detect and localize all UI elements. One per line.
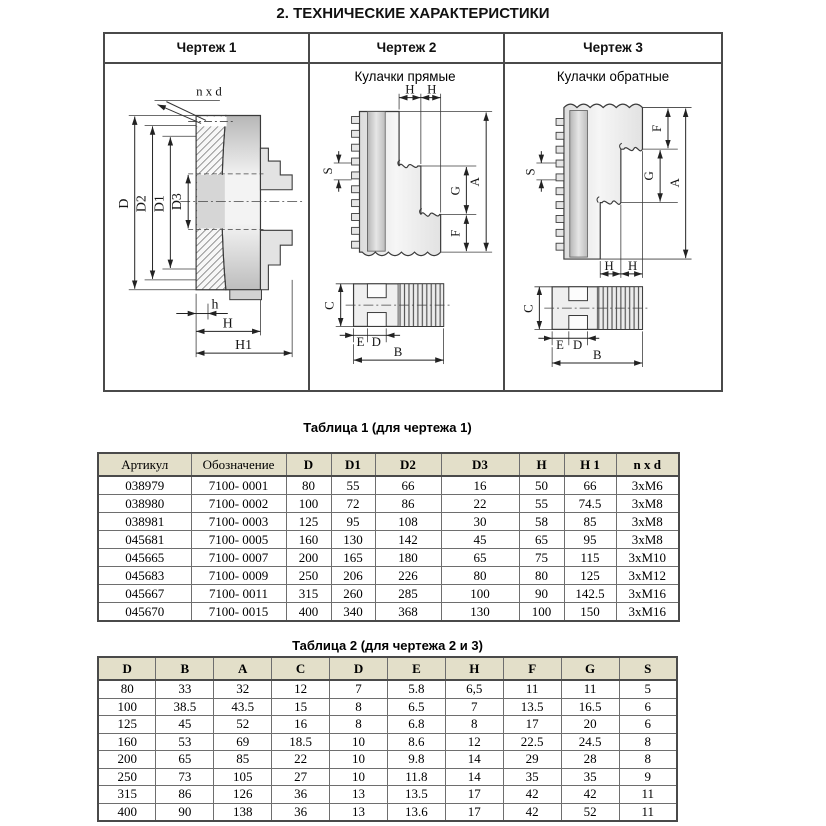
table-row xyxy=(98,698,677,716)
table-cell: 250 xyxy=(98,768,156,786)
table-cell: 6.5 xyxy=(387,698,445,716)
table-cell: 150 xyxy=(564,603,616,622)
dim-label-C: C xyxy=(521,304,536,313)
dim-label-F: F xyxy=(448,229,463,237)
table-cell: 105 xyxy=(214,768,272,786)
drawing1-lower-jaw xyxy=(260,230,292,289)
table-cell: 80 xyxy=(286,476,331,495)
table-cell: 045667 xyxy=(98,585,191,603)
table-cell: 27 xyxy=(272,768,330,786)
table-cell: 045670 xyxy=(98,603,191,622)
drawing1-panel xyxy=(105,64,310,391)
table-cell: 200 xyxy=(98,751,156,769)
dim-label-B: B xyxy=(393,345,403,360)
dim-label-S: S xyxy=(523,168,538,176)
table-cell: 13 xyxy=(330,803,388,821)
table2-header-B: B xyxy=(156,657,214,680)
table-cell: 8 xyxy=(619,751,677,769)
table-cell: 250 xyxy=(286,567,331,585)
table-cell: 226 xyxy=(375,567,441,585)
table-cell: 160 xyxy=(98,733,156,751)
table-cell: 7100- 0002 xyxy=(191,495,286,513)
table-cell: 10 xyxy=(330,751,388,769)
table-cell: 108 xyxy=(375,513,441,531)
table-cell: 14 xyxy=(445,751,503,769)
table-cell: 7100- 0001 xyxy=(191,476,286,495)
table-cell: 130 xyxy=(331,531,375,549)
table-cell: 3xM6 xyxy=(616,476,679,495)
table-cell: 038979 xyxy=(98,476,191,495)
drawing3-title: Кулачки обратные xyxy=(556,68,670,84)
table-cell: 42 xyxy=(503,803,561,821)
drawings-figure xyxy=(103,32,723,392)
drawing3-slot-band xyxy=(570,111,588,258)
table-cell: 368 xyxy=(375,603,441,622)
table1-header-D3: D3 xyxy=(441,453,519,476)
table-cell: 7 xyxy=(330,680,388,698)
table-cell: 045665 xyxy=(98,549,191,567)
table-row xyxy=(98,751,677,769)
table1-header-D: D xyxy=(286,453,331,476)
table-cell: 285 xyxy=(375,585,441,603)
dim-label-H-left: H xyxy=(405,82,415,97)
table1-header-oboznachenie: Обозначение xyxy=(191,453,286,476)
table-cell: 95 xyxy=(564,531,616,549)
table-cell: 8 xyxy=(330,716,388,734)
table-cell: 5.8 xyxy=(387,680,445,698)
table-cell: 200 xyxy=(286,549,331,567)
table-cell: 7100- 0007 xyxy=(191,549,286,567)
page-title: 2. ТЕХНИЧЕСКИЕ ХАРАКТЕРИСТИКИ xyxy=(276,5,550,22)
table-cell: 35 xyxy=(561,768,619,786)
table-cell: 3xM16 xyxy=(616,603,679,622)
table-cell: 3xM16 xyxy=(616,585,679,603)
table-cell: 80 xyxy=(519,567,564,585)
drawing2-slot-band xyxy=(367,112,385,252)
table-cell: 72 xyxy=(331,495,375,513)
dim-label-E: E xyxy=(556,338,564,353)
table-cell: 42 xyxy=(561,786,619,804)
table-cell: 8 xyxy=(445,716,503,734)
table-cell: 038980 xyxy=(98,495,191,513)
table-cell: 80 xyxy=(441,567,519,585)
dim-label-H-right: H xyxy=(427,82,437,97)
table-row xyxy=(98,513,679,531)
figure-body xyxy=(105,64,721,391)
table-cell: 142.5 xyxy=(564,585,616,603)
table-cell: 10 xyxy=(330,768,388,786)
table-cell: 45 xyxy=(156,716,214,734)
table-cell: 6.8 xyxy=(387,716,445,734)
table-cell: 13.6 xyxy=(387,803,445,821)
table-cell: 55 xyxy=(331,476,375,495)
table-cell: 52 xyxy=(561,803,619,821)
table-cell: 3xM12 xyxy=(616,567,679,585)
table-row xyxy=(98,803,677,821)
figure-header-drawing3: Чертеж 3 xyxy=(583,40,643,55)
table-cell: 115 xyxy=(564,549,616,567)
table-cell: 8.6 xyxy=(387,733,445,751)
figure-header-drawing1: Чертеж 1 xyxy=(105,34,310,62)
table-cell: 86 xyxy=(375,495,441,513)
table-cell: 13.5 xyxy=(503,698,561,716)
table-cell: 17 xyxy=(503,716,561,734)
table-cell: 90 xyxy=(519,585,564,603)
table-cell: 9.8 xyxy=(387,751,445,769)
table2-body xyxy=(98,680,677,821)
table-cell: 8 xyxy=(330,698,388,716)
drawing1-upper-jaw xyxy=(260,148,292,190)
table-cell: 142 xyxy=(375,531,441,549)
table2-header-A: A xyxy=(214,657,272,680)
table-row xyxy=(98,680,677,698)
table-cell: 14 xyxy=(445,768,503,786)
table-cell: 13.5 xyxy=(387,786,445,804)
table-cell: 30 xyxy=(441,513,519,531)
table-cell: 36 xyxy=(272,786,330,804)
dim-label-D2: D2 xyxy=(133,195,149,213)
table1-header-D2: D2 xyxy=(375,453,441,476)
table-cell: 400 xyxy=(286,603,331,622)
table-cell: 165 xyxy=(331,549,375,567)
table-cell: 74.5 xyxy=(564,495,616,513)
dim-label-C: C xyxy=(322,301,337,310)
table-cell: 29 xyxy=(503,751,561,769)
table-cell: 33 xyxy=(156,680,214,698)
table-cell: 11 xyxy=(619,786,677,804)
table-cell: 17 xyxy=(445,786,503,804)
dim-label-h: h xyxy=(211,296,219,312)
table-cell: 55 xyxy=(519,495,564,513)
dim-label-F: F xyxy=(650,124,665,132)
table-cell: 85 xyxy=(564,513,616,531)
table-cell: 11 xyxy=(503,680,561,698)
drawing2-teeth xyxy=(352,116,360,248)
table-cell: 5 xyxy=(619,680,677,698)
table-cell: 260 xyxy=(331,585,375,603)
table-cell: 36 xyxy=(272,803,330,821)
table-cell: 38.5 xyxy=(156,698,214,716)
dim-label-A: A xyxy=(468,177,483,187)
table-cell: 22 xyxy=(272,751,330,769)
table-cell: 138 xyxy=(214,803,272,821)
table-cell: 15 xyxy=(272,698,330,716)
dim-label-G: G xyxy=(448,186,463,196)
table-cell: 52 xyxy=(214,716,272,734)
table2-header-H: H xyxy=(445,657,503,680)
table-cell: 7100- 0009 xyxy=(191,567,286,585)
table-cell: 95 xyxy=(331,513,375,531)
table-row xyxy=(98,733,677,751)
dim-label-h-small: D3 xyxy=(169,193,185,211)
table2-header-row xyxy=(98,657,677,680)
table1-header-row xyxy=(98,453,679,476)
table-cell: 80 xyxy=(98,680,156,698)
table-cell: 6 xyxy=(619,698,677,716)
dim-label-D: D xyxy=(115,198,131,209)
table-cell: 65 xyxy=(519,531,564,549)
table-cell: 16 xyxy=(272,716,330,734)
table-cell: 16 xyxy=(441,476,519,495)
table2-header-G: G xyxy=(561,657,619,680)
table-cell: 100 xyxy=(519,603,564,622)
dim-label-H: H xyxy=(222,315,233,331)
table-cell: 9 xyxy=(619,768,677,786)
table-cell: 42 xyxy=(503,786,561,804)
drawing2-title: Кулачки прямые xyxy=(354,68,456,84)
table-cell: 3xM8 xyxy=(616,513,679,531)
table-cell: 65 xyxy=(441,549,519,567)
table-cell: 11.8 xyxy=(387,768,445,786)
drawing1-rim xyxy=(230,290,262,300)
table-cell: 24.5 xyxy=(561,733,619,751)
table-cell: 3xM8 xyxy=(616,531,679,549)
table2-header-D: D xyxy=(98,657,156,680)
table-cell: 130 xyxy=(441,603,519,622)
table-cell: 45 xyxy=(441,531,519,549)
table-cell: 12 xyxy=(445,733,503,751)
table2-header-S: S xyxy=(619,657,677,680)
table-cell: 100 xyxy=(98,698,156,716)
table-cell: 20 xyxy=(561,716,619,734)
figure-header-row xyxy=(105,34,721,64)
table-cell: 125 xyxy=(286,513,331,531)
table2-header-F: F xyxy=(503,657,561,680)
table-cell: 17 xyxy=(445,803,503,821)
drawing2-section-view xyxy=(346,284,451,327)
table-cell: 35 xyxy=(503,768,561,786)
drawing3-teeth xyxy=(556,118,564,250)
dim-label-A: A xyxy=(667,178,682,188)
table-cell: 11 xyxy=(619,803,677,821)
table-row xyxy=(98,476,679,495)
table-cell: 12 xyxy=(272,680,330,698)
table-cell: 73 xyxy=(156,768,214,786)
dim-label-S: S xyxy=(320,167,335,175)
dim-label-H1: H1 xyxy=(235,337,253,353)
table-row xyxy=(98,603,679,622)
dim-label-nxd: n x d xyxy=(196,84,222,99)
table-cell: 7100- 0015 xyxy=(191,603,286,622)
table-cell: 16.5 xyxy=(561,698,619,716)
table-cell: 180 xyxy=(375,549,441,567)
table-cell: 7100- 0011 xyxy=(191,585,286,603)
table-cell: 315 xyxy=(286,585,331,603)
table-cell: 86 xyxy=(156,786,214,804)
table-cell: 038981 xyxy=(98,513,191,531)
table-cell: 18.5 xyxy=(272,733,330,751)
table-row xyxy=(98,495,679,513)
table-cell: 90 xyxy=(156,803,214,821)
dim-label-E: E xyxy=(356,335,365,350)
table-cell: 66 xyxy=(375,476,441,495)
table-cell: 11 xyxy=(561,680,619,698)
figure-header-drawing2: Чертеж 2 xyxy=(310,34,505,62)
table-cell: 160 xyxy=(286,531,331,549)
drawing2-panel xyxy=(310,64,505,391)
table-cell: 125 xyxy=(98,716,156,734)
table-cell: 126 xyxy=(214,786,272,804)
table-cell: 22 xyxy=(441,495,519,513)
table-cell: 3xM8 xyxy=(616,495,679,513)
drawing2-svg xyxy=(310,64,503,391)
table-cell: 3xM10 xyxy=(616,549,679,567)
table-cell: 340 xyxy=(331,603,375,622)
table-cell: 28 xyxy=(561,751,619,769)
table-cell: 6,5 xyxy=(445,680,503,698)
table-cell: 7100- 0003 xyxy=(191,513,286,531)
table-cell: 53 xyxy=(156,733,214,751)
table-row xyxy=(98,531,679,549)
dim-label-D: D xyxy=(573,338,583,353)
table-cell: 315 xyxy=(98,786,156,804)
table-cell: 100 xyxy=(441,585,519,603)
drawing1-chuck-body xyxy=(196,115,292,299)
drawing3-section-view xyxy=(544,287,648,330)
table-cell: 85 xyxy=(214,751,272,769)
table-cell: 13 xyxy=(330,786,388,804)
table2-header-C: C xyxy=(272,657,330,680)
table-cell: 045681 xyxy=(98,531,191,549)
dim-label-D1: D1 xyxy=(151,195,167,213)
table2-caption: Таблица 2 (для чертежа 2 и 3) xyxy=(292,638,483,653)
table-cell: 7 xyxy=(445,698,503,716)
table1-header-artikul: Артикул xyxy=(98,453,191,476)
table-cell: 7100- 0005 xyxy=(191,531,286,549)
table-cell: 206 xyxy=(331,567,375,585)
table2 xyxy=(97,656,678,822)
table-row xyxy=(98,716,677,734)
table-cell: 400 xyxy=(98,803,156,821)
table-cell: 58 xyxy=(519,513,564,531)
table2-header-E: E xyxy=(387,657,445,680)
table-cell: 045683 xyxy=(98,567,191,585)
table-cell: 8 xyxy=(619,733,677,751)
drawing3-svg xyxy=(505,64,721,391)
table-row xyxy=(98,585,679,603)
drawing1-svg xyxy=(105,64,308,391)
table-cell: 65 xyxy=(156,751,214,769)
table-cell: 22.5 xyxy=(503,733,561,751)
table1-header-H1: H 1 xyxy=(564,453,616,476)
table1-header-D1: D1 xyxy=(331,453,375,476)
table-cell: 69 xyxy=(214,733,272,751)
table-cell: 100 xyxy=(286,495,331,513)
dim-label-B: B xyxy=(593,348,602,363)
table-row xyxy=(98,786,677,804)
table-cell: 32 xyxy=(214,680,272,698)
table2-header-D2: D xyxy=(330,657,388,680)
table-cell: 50 xyxy=(519,476,564,495)
dim-label-D: D xyxy=(371,335,381,350)
table-cell: 10 xyxy=(330,733,388,751)
table-cell: 6 xyxy=(619,716,677,734)
table-row xyxy=(98,567,679,585)
dim-label-G: G xyxy=(642,171,657,181)
dim-label-H-left: H xyxy=(604,258,614,273)
drawing3-panel xyxy=(505,64,721,391)
table-cell: 75 xyxy=(519,549,564,567)
table1-header-nxd: n x d xyxy=(616,453,679,476)
table-cell: 66 xyxy=(564,476,616,495)
table1-header-H: H xyxy=(519,453,564,476)
table-cell: 43.5 xyxy=(214,698,272,716)
dim-label-H-right: H xyxy=(628,258,638,273)
table1-body xyxy=(98,476,679,621)
table-row xyxy=(98,549,679,567)
table1-caption: Таблица 1 (для чертежа 1) xyxy=(303,420,472,435)
table-row xyxy=(98,768,677,786)
table-cell: 125 xyxy=(564,567,616,585)
table1 xyxy=(97,452,680,622)
